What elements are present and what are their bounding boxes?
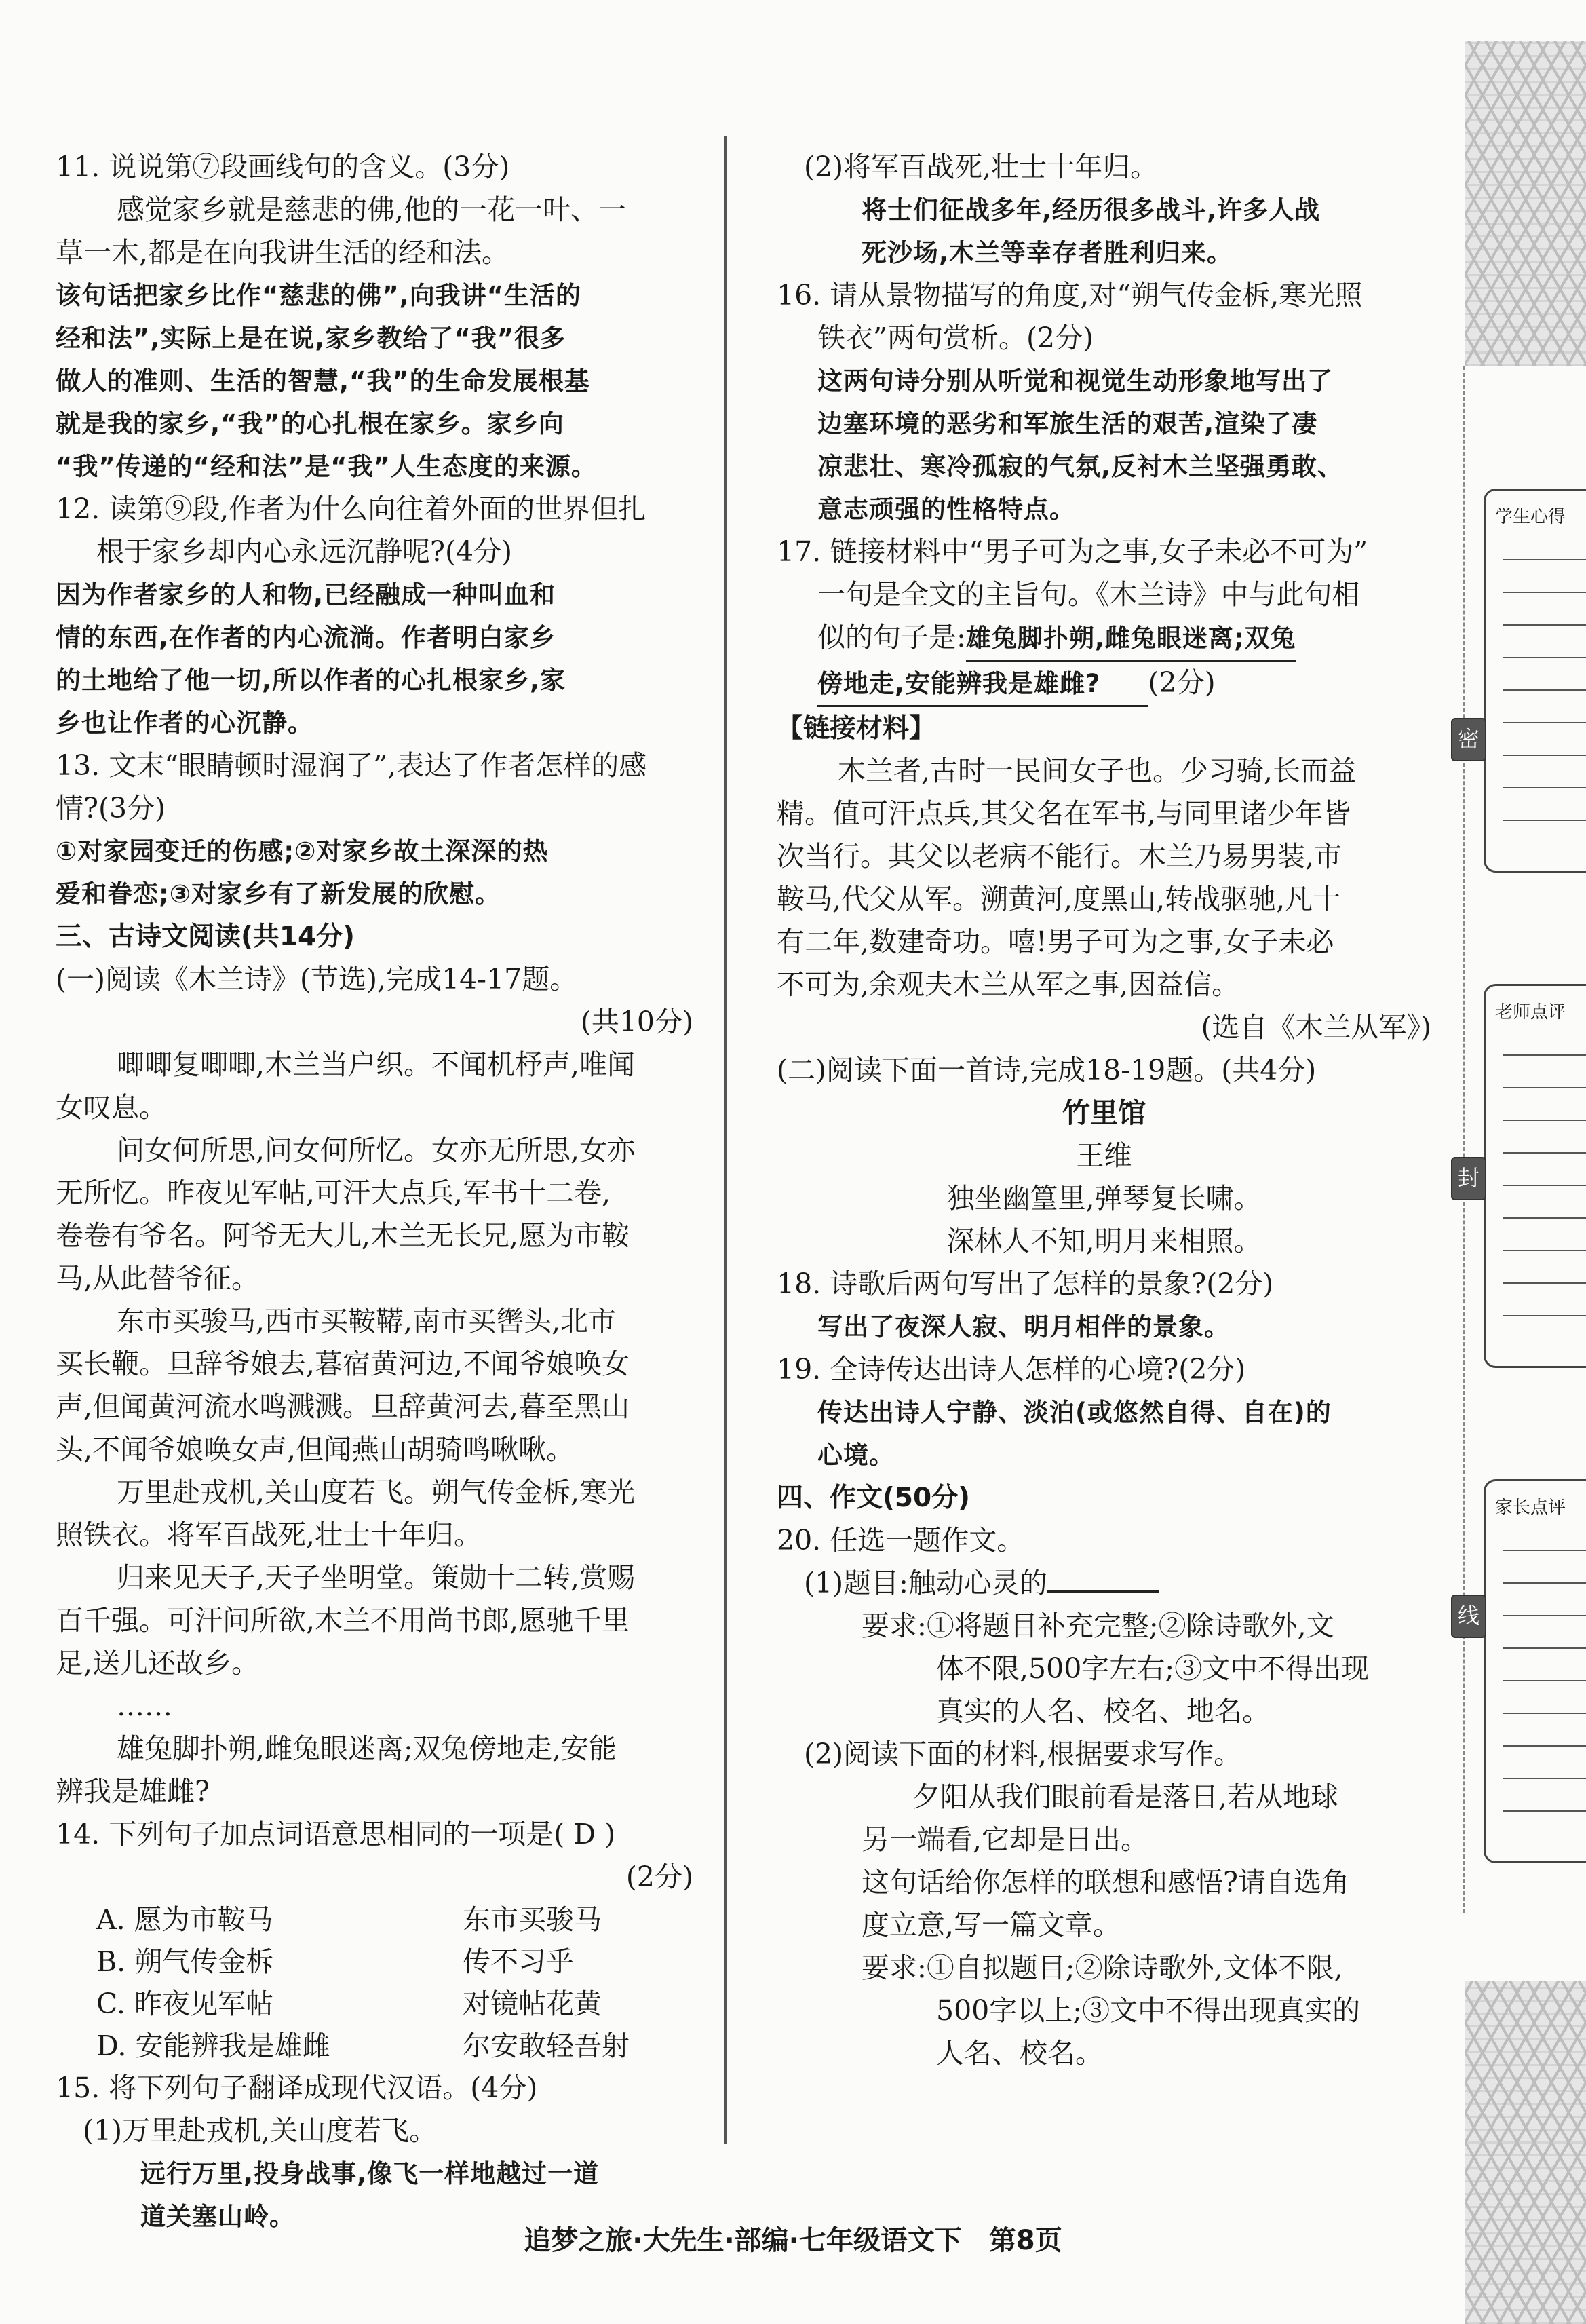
option-right: 尔安敢轻吾射 bbox=[463, 2030, 630, 2062]
text-line: 雄兔脚扑朔,雌兔眼迷离;双兔傍地走,安能 bbox=[117, 1732, 617, 1765]
text-line: 买长鞭。旦辞爷娘去,暮宿黄河边,不闻爷娘唤女 bbox=[56, 1348, 630, 1380]
fill-answer: 傍地走,安能辨我是雄雌? bbox=[817, 662, 1148, 707]
seal-mi: 密 bbox=[1451, 718, 1486, 761]
text-line: (2分) bbox=[625, 1861, 693, 1893]
text-line: 500字以上;③文中不得出现真实的 bbox=[936, 1994, 1361, 2027]
text-line: 15. 将下列句子翻译成现代汉语。(4分) bbox=[56, 2072, 538, 2104]
seal-feng: 封 bbox=[1451, 1157, 1486, 1200]
binding-dashed-line bbox=[1463, 366, 1465, 1913]
option-right: 对镜帖花黄 bbox=[463, 1987, 602, 2020]
answer-line: 心境。 bbox=[817, 1441, 895, 1470]
answer-line: 死沙场,木兰等幸存者胜利归来。 bbox=[862, 238, 1233, 267]
option-left: D. 安能辨我是雄雌 bbox=[96, 2030, 330, 2062]
answer-line: 凉悲壮、寒冷孤寂的气氛,反衬木兰坚强勇敢、 bbox=[817, 452, 1344, 481]
answer-line: 因为作者家乡的人和物,已经融成一种叫血和 bbox=[56, 580, 556, 609]
answer-line: 传达出诗人宁静、淡泊(或悠然自得、自在)的 bbox=[817, 1398, 1332, 1427]
text-line: 感觉家乡就是慈悲的佛,他的一花一叶、一 bbox=[117, 193, 627, 226]
text-line: 19. 全诗传达出诗人怎样的心境?(2分) bbox=[777, 1353, 1246, 1386]
text-line: 13. 文末“眼睛顿时湿润了”,表达了作者怎样的感 bbox=[56, 749, 647, 782]
parent-comments-box bbox=[1484, 1479, 1586, 1863]
answer-blank bbox=[1047, 1567, 1159, 1593]
section-heading: 三、古诗文阅读(共14分) bbox=[56, 921, 355, 952]
fill-answer: 雄兔脚扑朔,雌兔眼迷离;双兔 bbox=[966, 617, 1296, 662]
answer-line: 做人的准则、生活的智慧,“我”的生命发展根基 bbox=[56, 366, 590, 396]
text-line: 有二年,数建奇功。嘻!男子可为之事,女子未必 bbox=[777, 926, 1334, 958]
answer-line: ①对家园变迁的伤感;②对家乡故土深深的热 bbox=[56, 837, 549, 866]
text-line: 12. 读第⑨段,作者为什么向往着外面的世界但扎 bbox=[56, 493, 646, 525]
text-line: 无所忆。昨夜见军帖,可汗大点兵,军书十二卷, bbox=[56, 1177, 611, 1209]
text-line: 归来见天子,天子坐明堂。策勋十二转,赏赐 bbox=[117, 1561, 636, 1594]
text-line: (二)阅读下面一首诗,完成18-19题。(共4分) bbox=[777, 1054, 1317, 1086]
text-line: 体不限,500字左右;③文中不得出现 bbox=[936, 1652, 1370, 1685]
text-line: 深林人不知,明月来相照。 bbox=[946, 1225, 1262, 1257]
text-line: 14. 下列句子加点词语意思相同的一项是( D ) bbox=[56, 1818, 616, 1850]
option-row bbox=[56, 1941, 693, 1983]
text-line: 辨我是雄雌? bbox=[56, 1775, 210, 1808]
text-line: (2)将军百战死,壮士十年归。 bbox=[804, 151, 1159, 183]
column-divider bbox=[724, 136, 727, 2144]
text-line: 要求:①将题目补充完整;②除诗歌外,文 bbox=[862, 1609, 1334, 1642]
text-line: 足,送儿还故乡。 bbox=[56, 1647, 260, 1679]
teacher-comments-label: 老师点评 bbox=[1495, 1002, 1566, 1023]
student-notes-box bbox=[1484, 489, 1586, 873]
text-line: 草一木,都是在向我讲生活的经和法。 bbox=[56, 236, 510, 269]
fill-line bbox=[777, 662, 1431, 707]
page-footer: 追梦之旅·大先生·部编·七年级语文下 第8页 bbox=[524, 2225, 1062, 2256]
text-line: 20. 任选一题作文。 bbox=[777, 1524, 1025, 1557]
blank-prefix: (1)题目:触动心灵的 bbox=[804, 1567, 1047, 1599]
answer-line: 经和法”,实际上是在说,家乡教给了“我”很多 bbox=[56, 324, 566, 353]
text-line: 百千强。可汗问所欲,木兰不用尚书郎,愿驰千里 bbox=[56, 1604, 630, 1637]
answer-line: 意志顽强的性格特点。 bbox=[817, 495, 1075, 524]
option-row bbox=[56, 1899, 693, 1941]
parent-comments-label: 家长点评 bbox=[1495, 1498, 1566, 1518]
answer-line: “我”传递的“经和法”是“我”人生态度的来源。 bbox=[56, 452, 597, 481]
decorative-pattern-bottom bbox=[1465, 1981, 1586, 2324]
text-line: 王维 bbox=[1076, 1139, 1132, 1172]
text-line: 唧唧复唧唧,木兰当户织。不闻机杼声,唯闻 bbox=[117, 1048, 636, 1081]
answer-line: 将士们征战多年,经历很多战斗,许多人战 bbox=[862, 195, 1321, 225]
decorative-pattern-top bbox=[1465, 41, 1586, 366]
right-column bbox=[777, 146, 1431, 2075]
left-column bbox=[56, 146, 693, 2238]
answer-line: 远行万里,投身战事,像飞一样地越过一道 bbox=[140, 2159, 600, 2188]
student-notes-label: 学生心得 bbox=[1495, 507, 1566, 527]
fill-line bbox=[777, 616, 1431, 662]
text-line: 情?(3分) bbox=[56, 792, 166, 824]
poem-title: 竹里馆 bbox=[1062, 1097, 1146, 1129]
option-row bbox=[56, 1983, 693, 2025]
text-line: 鞍马,代父从军。溯黄河,度黑山,转战驱驰,凡十 bbox=[777, 883, 1341, 915]
text-line: 万里赴戎机,关山度若飞。朔气传金柝,寒光 bbox=[117, 1476, 636, 1508]
answer-line: 情的东西,在作者的内心流淌。作者明白家乡 bbox=[56, 623, 556, 652]
text-line: 人名、校名。 bbox=[936, 2037, 1103, 2070]
seal-xian: 线 bbox=[1451, 1595, 1486, 1638]
answer-line: 爱和眷恋;③对家乡有了新发展的欣慰。 bbox=[56, 879, 501, 909]
text-line: 17. 链接材料中“男子可为之事,女子未必不可为” bbox=[777, 535, 1368, 568]
option-right: 东市买骏马 bbox=[463, 1903, 602, 1936]
title-with-blank bbox=[777, 1562, 1431, 1605]
option-left: C. 昨夜见军帖 bbox=[96, 1987, 273, 2020]
text-line: 独坐幽篁里,弹琴复长啸。 bbox=[946, 1182, 1262, 1215]
text-line: 卷卷有爷名。阿爷无大儿,木兰无长兄,愿为市鞍 bbox=[56, 1219, 630, 1252]
text-line: (共10分) bbox=[580, 1006, 693, 1038]
option-left: A. 愿为市鞍马 bbox=[96, 1903, 273, 1936]
text-line: 不可为,余观夫木兰从军之事,因益信。 bbox=[777, 968, 1240, 1001]
fill-prefix: 似的句子是: bbox=[817, 621, 966, 653]
answer-line: 边塞环境的恶劣和军旅生活的艰苦,渲染了凄 bbox=[817, 409, 1318, 438]
section-heading: 【链接材料】 bbox=[777, 713, 936, 744]
option-left: B. 朔气传金柝 bbox=[96, 1945, 274, 1978]
text-line: …… bbox=[117, 1690, 172, 1722]
answer-line: 该句话把家乡比作“慈悲的佛”,向我讲“生活的 bbox=[56, 281, 582, 310]
text-line: 女叹息。 bbox=[56, 1091, 167, 1124]
answer-line: 道关塞山岭。 bbox=[140, 2202, 295, 2231]
answer-line: 就是我的家乡,“我”的心扎根在家乡。家乡向 bbox=[56, 409, 564, 438]
answer-line: 的土地给了他一切,所以作者的心扎根家乡,家 bbox=[56, 666, 566, 695]
text-line: 真实的人名、校名、地名。 bbox=[936, 1695, 1270, 1728]
text-line: 18. 诗歌后两句写出了怎样的景象?(2分) bbox=[777, 1268, 1274, 1300]
text-line: 夕阳从我们眼前看是落日,若从地球 bbox=[912, 1780, 1339, 1813]
text-line: 头,不闻爷娘唤女声,但闻燕山胡骑鸣啾啾。 bbox=[56, 1433, 575, 1466]
fill-score: (2分) bbox=[1148, 666, 1216, 699]
side-panel bbox=[1450, 0, 1586, 2324]
text-line: (选自《木兰从军》) bbox=[1201, 1011, 1431, 1044]
text-line: 声,但闻黄河流水鸣溅溅。旦辞黄河去,暮至黑山 bbox=[56, 1390, 630, 1423]
text-line: 16. 请从景物描写的角度,对“朔气传金柝,寒光照 bbox=[777, 279, 1363, 311]
text-line: 次当行。其父以老病不能行。木兰乃易男装,市 bbox=[777, 840, 1342, 873]
text-line: 照铁衣。将军百战死,壮士十年归。 bbox=[56, 1519, 482, 1551]
answer-line: 这两句诗分别从听觉和视觉生动形象地写出了 bbox=[817, 366, 1333, 396]
text-line: (一)阅读《木兰诗》(节选),完成14-17题。 bbox=[56, 963, 578, 995]
text-line: 度立意,写一篇文章。 bbox=[862, 1909, 1121, 1941]
text-line: (2)阅读下面的材料,根据要求写作。 bbox=[804, 1738, 1242, 1770]
answer-line: 写出了夜深人寂、明月相伴的景象。 bbox=[817, 1312, 1230, 1341]
text-line: 11. 说说第⑦段画线句的含义。(3分) bbox=[56, 151, 510, 183]
text-line: 根于家乡却内心永远沉静呢?(4分) bbox=[96, 535, 513, 568]
text-line: (1)万里赴戎机,关山度若飞。 bbox=[83, 2114, 438, 2147]
answer-line: 乡也让作者的心沉静。 bbox=[56, 708, 313, 738]
text-line: 一句是全文的主旨句。《木兰诗》中与此句相 bbox=[817, 578, 1360, 611]
option-right: 传不习乎 bbox=[463, 1945, 574, 1978]
text-line: 另一端看,它却是日出。 bbox=[862, 1823, 1149, 1856]
option-row bbox=[56, 2025, 693, 2067]
text-line: 马,从此替爷征。 bbox=[56, 1262, 260, 1295]
text-line: 木兰者,古时一民间女子也。少习骑,长而益 bbox=[838, 755, 1357, 787]
text-line: 问女何所思,问女何所忆。女亦无所思,女亦 bbox=[117, 1134, 636, 1166]
text-line: 要求:①自拟题目;②除诗歌外,文体不限, bbox=[862, 1951, 1343, 1984]
text-line: 这句话给你怎样的联想和感悟?请自选角 bbox=[862, 1866, 1349, 1899]
section-heading: 四、作文(50分) bbox=[777, 1483, 970, 1513]
text-line: 铁衣”两句赏析。(2分) bbox=[817, 322, 1094, 354]
text-line: 东市买骏马,西市买鞍鞯,南市买辔头,北市 bbox=[117, 1305, 617, 1337]
teacher-comments-box bbox=[1484, 984, 1586, 1368]
text-line: 精。值可汗点兵,其父名在军书,与同里诸少年皆 bbox=[777, 797, 1351, 830]
